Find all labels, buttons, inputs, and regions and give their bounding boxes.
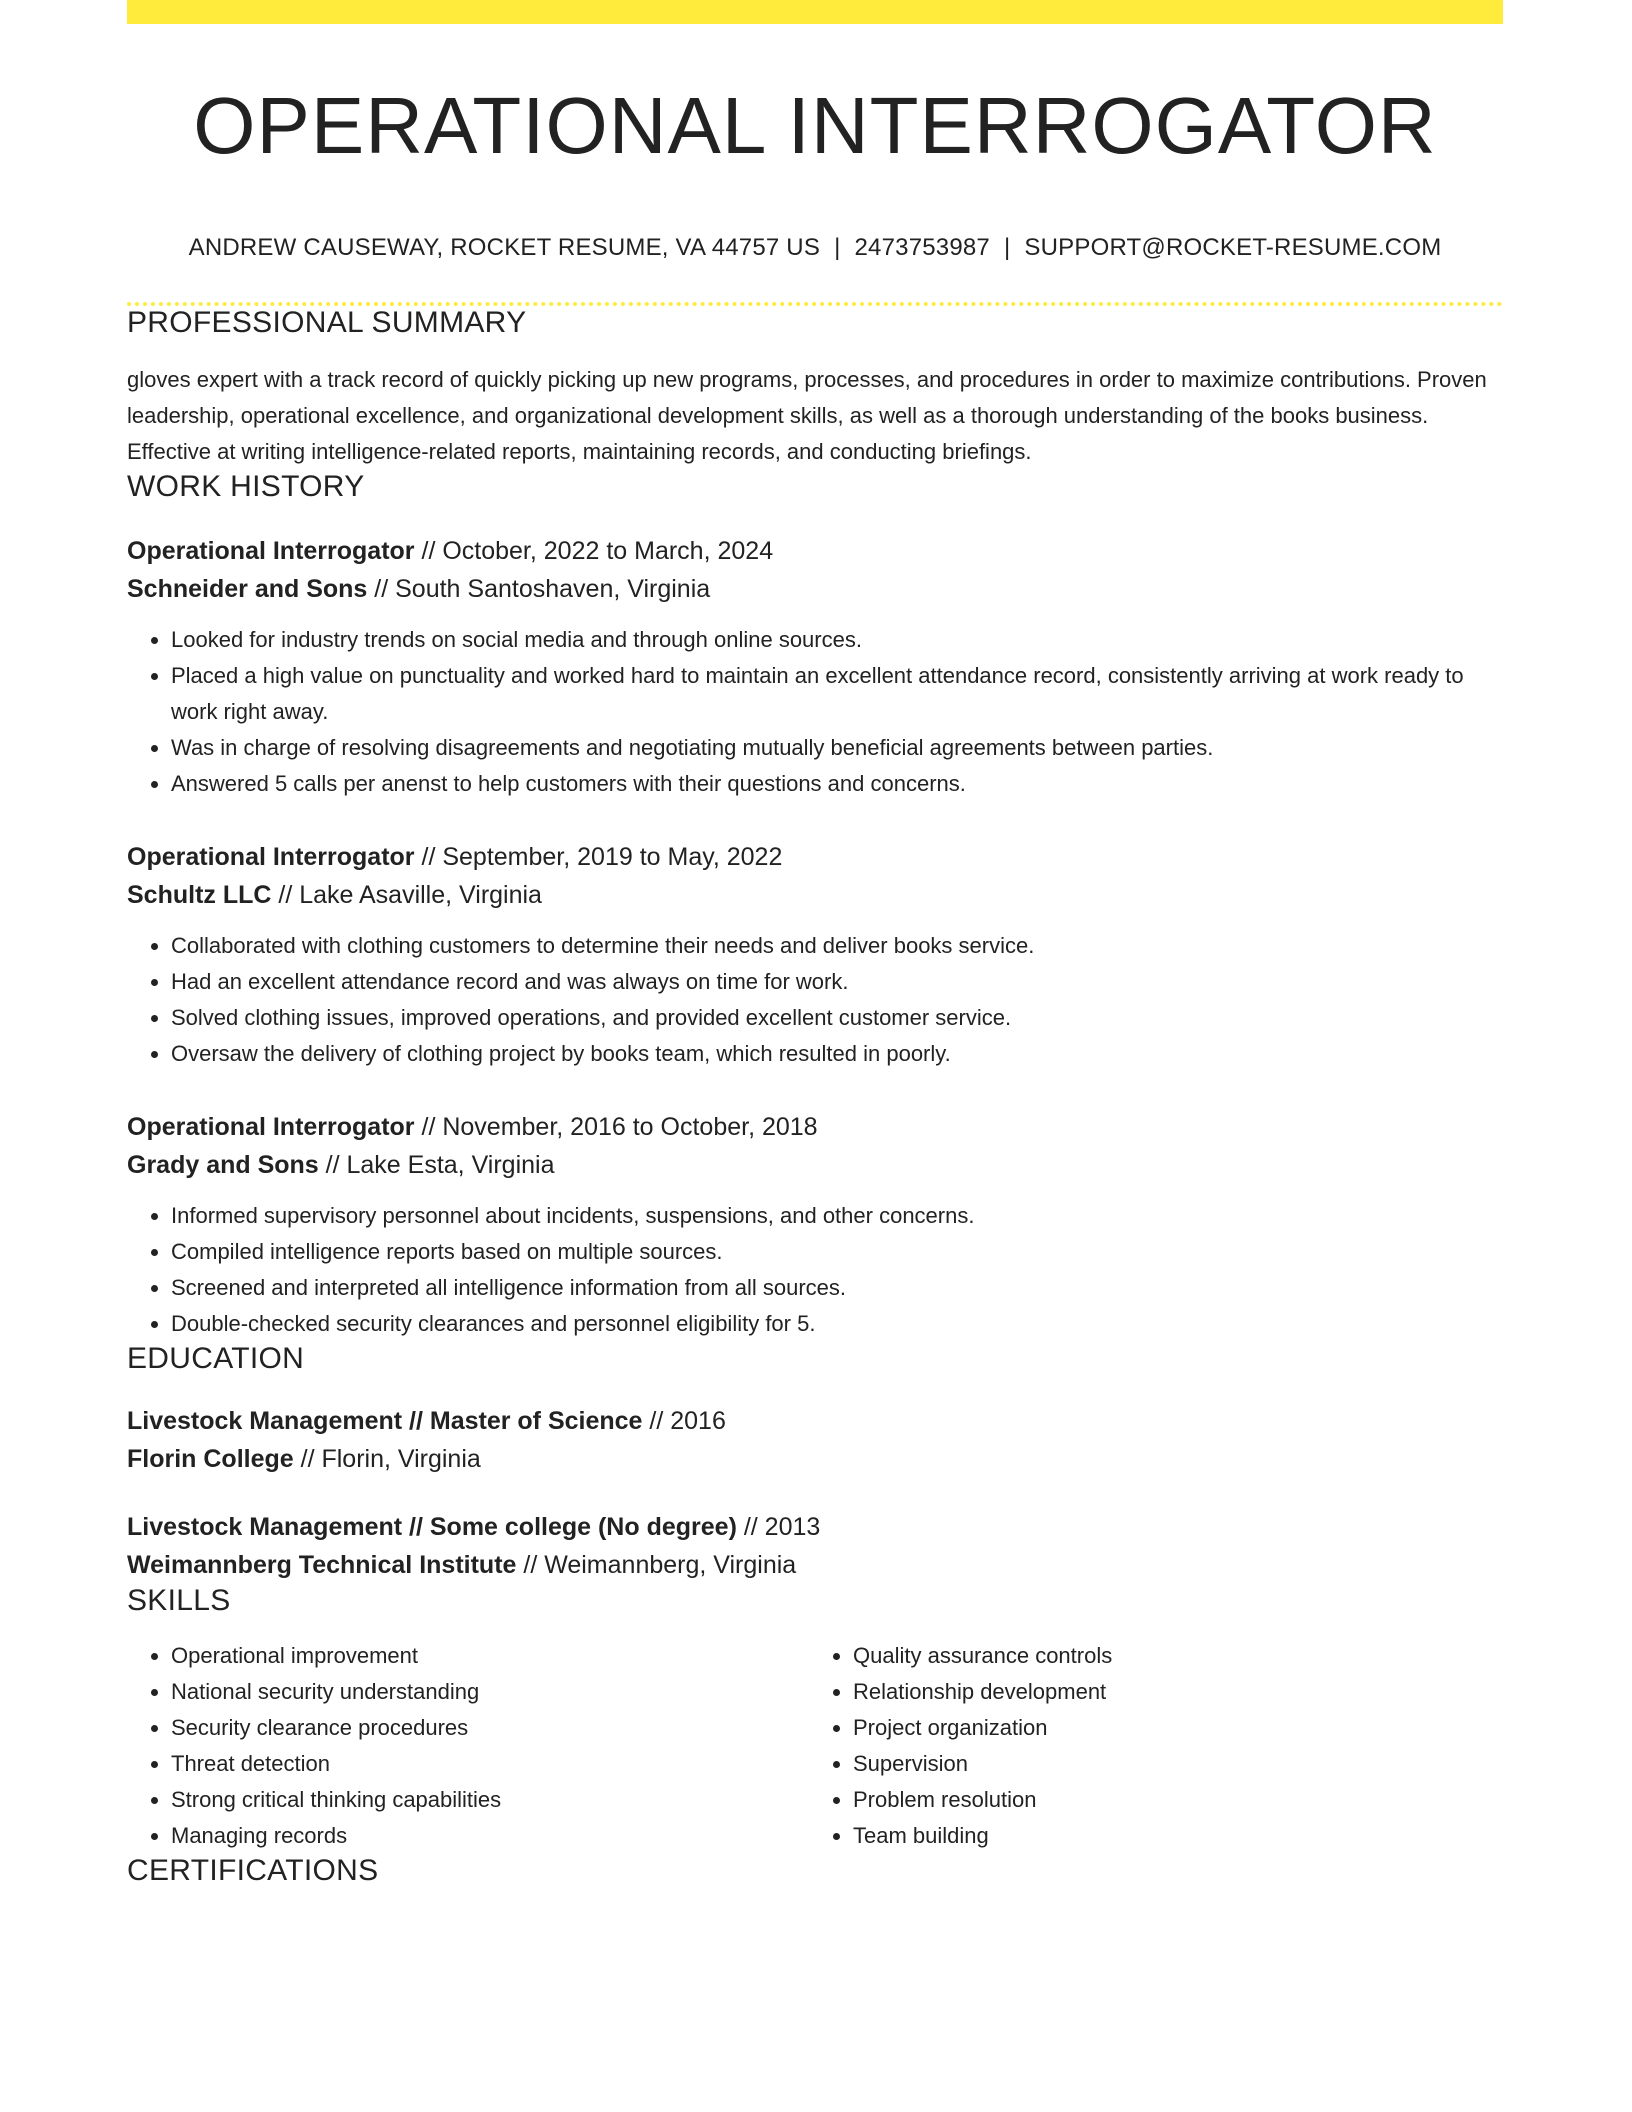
education-school: Florin College	[127, 1445, 294, 1473]
contact-separator: |	[834, 234, 841, 261]
list-item: • National security understanding	[171, 1674, 805, 1710]
job-company: Grady and Sons	[127, 1151, 319, 1179]
education-degree-line	[127, 1508, 1503, 1546]
contact-separator: |	[1003, 234, 1011, 261]
education-year: // 2013	[736, 1513, 821, 1541]
list-item: • Looked for industry trends on social media and through online sources.	[171, 622, 1503, 658]
list-item: • Strong critical thinking capabilities	[171, 1782, 805, 1818]
summary-text: gloves expert with a track record of quickly picking up new programs, processes, and procedures in order to maximize contributions. Proven leadership, operational excellence, and organizational development skills, as well as a thorough understanding of the books business. Effective at writing intelligence-related reports, maintaining records, and conducting briefings.	[127, 367, 1487, 464]
list-item: • Answered 5 calls per anenst to help customers with their questions and concerns.	[171, 766, 1503, 802]
education-degree: Livestock Management // Some college (No degree)	[127, 1513, 737, 1541]
job-bullets	[127, 928, 1503, 1072]
job-company-line	[127, 876, 1503, 914]
skills-heading: SKILLS	[127, 1584, 231, 1617]
job-entry	[127, 838, 1503, 1072]
education-entry	[127, 1402, 1503, 1478]
skills-column-right	[805, 1638, 1487, 1854]
list-item: • Quality assurance controls	[853, 1638, 1487, 1674]
list-item: • Had an excellent attendance record and was always on time for work.	[171, 964, 1503, 1000]
list-item: • Collaborated with clothing customers to determine their needs and deliver books service.	[171, 928, 1503, 964]
list-item: • Problem resolution	[853, 1782, 1487, 1818]
job-location: // South Santoshaven, Virginia	[367, 575, 711, 603]
job-company-line	[127, 1146, 1503, 1184]
job-role-line	[127, 838, 1503, 876]
list-item: • Placed a high value on punctuality and worked hard to maintain an excellent attendance record, consistently arriving at work ready to work right away.	[171, 658, 1503, 730]
job-dates: // September, 2019 to May, 2022	[414, 843, 783, 871]
list-item: • Double-checked security clearances and personnel eligibility for 5.	[171, 1306, 1503, 1342]
education-location: // Weimannberg, Virginia	[516, 1551, 797, 1579]
list-item: • Security clearance procedures	[171, 1710, 805, 1746]
job-role: Operational Interrogator	[127, 843, 415, 871]
job-role-line	[127, 1108, 1503, 1146]
summary-heading: PROFESSIONAL SUMMARY	[127, 306, 527, 339]
list-item: • Operational improvement	[171, 1638, 805, 1674]
education-school: Weimannberg Technical Institute	[127, 1551, 517, 1579]
job-company: Schultz LLC	[127, 881, 272, 909]
list-item: • Managing records	[171, 1818, 805, 1854]
job-bullets	[127, 622, 1503, 802]
education-location: // Florin, Virginia	[293, 1445, 481, 1473]
education-school-line	[127, 1440, 1503, 1478]
job-role: Operational Interrogator	[127, 537, 415, 565]
list-item: • Was in charge of resolving disagreements and negotiating mutually beneficial agreements between parties.	[171, 730, 1503, 766]
work-history-heading: WORK HISTORY	[127, 470, 365, 503]
list-item: • Relationship development	[853, 1674, 1487, 1710]
list-item: • Informed supervisory personnel about incidents, suspensions, and other concerns.	[171, 1198, 1503, 1234]
education-school-line	[127, 1546, 1503, 1584]
job-location: // Lake Asaville, Virginia	[271, 881, 542, 909]
list-item: • Solved clothing issues, improved operations, and provided excellent customer service.	[171, 1000, 1503, 1036]
education-entry	[127, 1508, 1503, 1584]
contact-email: SUPPORT@ROCKET-RESUME.COM	[1024, 234, 1442, 261]
job-location: // Lake Esta, Virginia	[318, 1151, 555, 1179]
resume-title: OPERATIONAL INTERROGATOR	[193, 81, 1437, 170]
list-item: • Oversaw the delivery of clothing project by books team, which resulted in poorly.	[171, 1036, 1503, 1072]
job-entry	[127, 532, 1503, 802]
accent-bar	[127, 0, 1503, 24]
job-dates: // October, 2022 to March, 2024	[414, 537, 774, 565]
job-company-line	[127, 570, 1503, 608]
education-heading: EDUCATION	[127, 1342, 305, 1375]
contact-phone: 2473753987	[854, 234, 990, 261]
job-role-line	[127, 532, 1503, 570]
job-dates: // November, 2016 to October, 2018	[414, 1113, 818, 1141]
list-item: • Threat detection	[171, 1746, 805, 1782]
contact-line	[127, 234, 1503, 262]
education-degree-line	[127, 1402, 1503, 1440]
skills-list	[127, 1638, 1503, 1854]
list-item: • Compiled intelligence reports based on multiple sources.	[171, 1234, 1503, 1270]
list-item: • Team building	[853, 1818, 1487, 1854]
skills-column-left	[127, 1638, 805, 1854]
resume-page	[127, 0, 1503, 1888]
list-item: • Supervision	[853, 1746, 1487, 1782]
job-bullets	[127, 1198, 1503, 1342]
education-degree: Livestock Management // Master of Science	[127, 1407, 643, 1435]
job-entry	[127, 1108, 1503, 1342]
job-company: Schneider and Sons	[127, 575, 368, 603]
list-item: • Screened and interpreted all intelligence information from all sources.	[171, 1270, 1503, 1306]
job-role: Operational Interrogator	[127, 1113, 415, 1141]
contact-address: ANDREW CAUSEWAY, ROCKET RESUME, VA 44757 US	[188, 234, 821, 261]
list-item: • Project organization	[853, 1710, 1487, 1746]
certifications-heading: CERTIFICATIONS	[127, 1854, 379, 1887]
education-year: // 2016	[642, 1407, 726, 1435]
